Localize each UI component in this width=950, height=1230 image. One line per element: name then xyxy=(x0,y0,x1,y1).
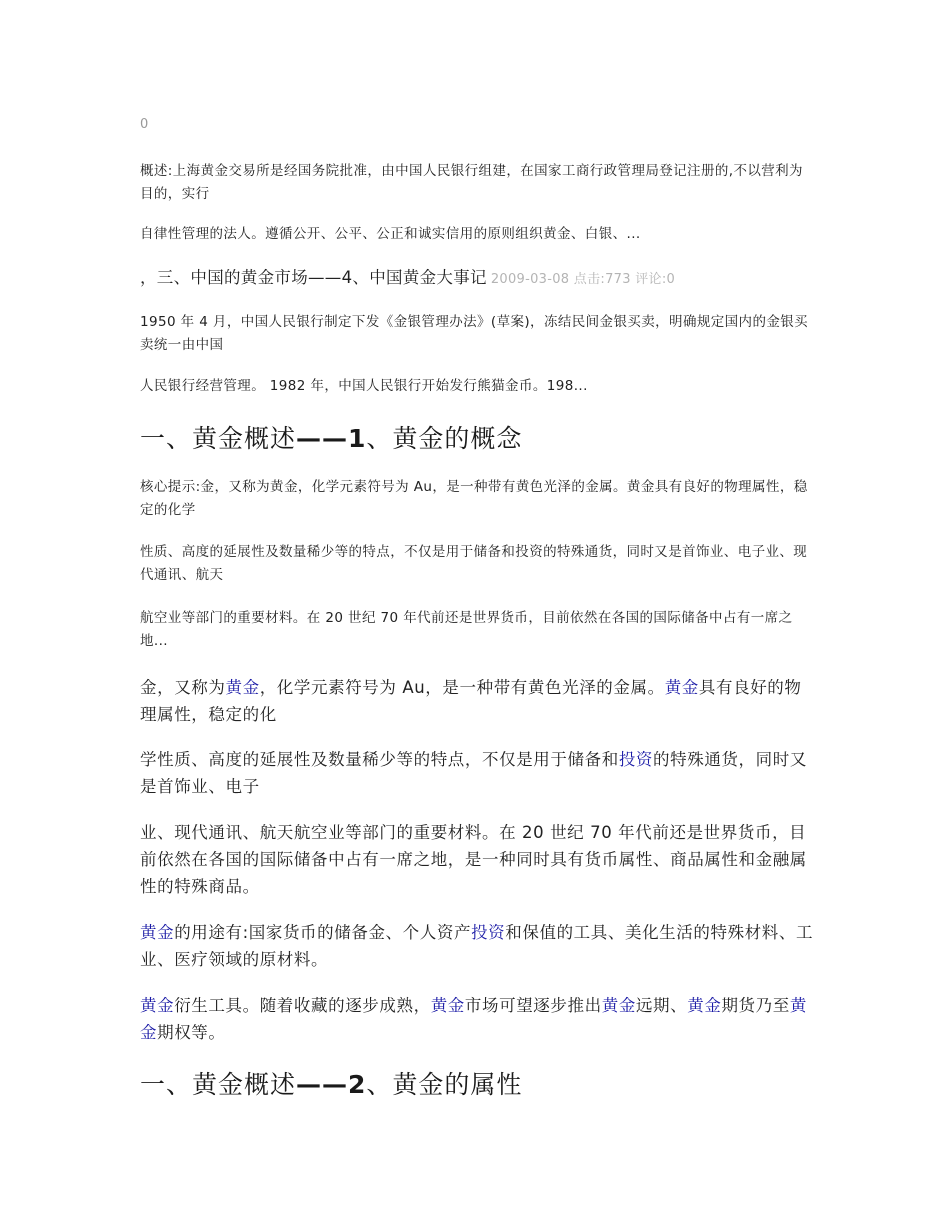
gold-link[interactable]: 黄金 xyxy=(140,996,175,1015)
section-heading: 一、黄金概述——2、黄金的属性 xyxy=(140,1070,523,1099)
section-heading: 一、黄金概述——1、黄金的概念 xyxy=(140,424,523,453)
body-paragraph: 金，又称为黄金，化学元素符号为 Au，是一种带有黄色光泽的金属。黄金具有良好的物理属性，稳定的化 xyxy=(140,678,802,724)
body-paragraph: 黄金的用途有:国家货币的储备金、个人资产投资和保值的工具、美化生活的特殊材料、工业、医疗领域的原材料。 xyxy=(140,923,814,969)
gold-link[interactable]: 黄金 xyxy=(601,996,636,1015)
article-entry-meta: 2009-03-08 点击:773 评论:0 xyxy=(490,272,676,287)
body-paragraph: 业、现代通讯、航天航空业等部门的重要材料。在 20 世纪 70 年代前还是世界货币，目前依然在各国的国际储备中占有一席之地，是一种同时具有货币属性、商品属性和金融属性的特殊商品。 xyxy=(140,823,807,896)
invest-link[interactable]: 投资 xyxy=(471,923,506,942)
summary-paragraph: 概述:上海黄金交易所是经国务院批准，由中国人民银行组建，在国家工商行政管理局登记注册的,不以营利为目的，实行 xyxy=(140,163,803,202)
summary-paragraph: 自律性管理的法人。遵循公开、公平、公正和诚实信用的原则组织黄金、白银、... xyxy=(140,226,641,242)
gold-link[interactable]: 黄金 xyxy=(140,923,175,942)
body-paragraph: 黄金衍生工具。随着收藏的逐步成熟，黄金市场可望逐步推出黄金远期、黄金期货乃至黄金期权等。 xyxy=(140,996,807,1042)
summary-paragraph: 1950 年 4 月，中国人民银行制定下发《金银管理办法》(草案)，冻结民间金银买卖，明确规定国内的金银买卖统一由中国 xyxy=(140,314,809,353)
page-number: 0 xyxy=(140,117,149,132)
gold-link[interactable]: 黄金 xyxy=(430,996,465,1015)
summary-paragraph: 人民银行经营管理。 1982 年，中国人民银行开始发行熊猫金币。198... xyxy=(140,378,588,394)
invest-link[interactable]: 投资 xyxy=(618,750,654,769)
article-entry xyxy=(140,266,815,292)
gold-link[interactable]: 黄金 xyxy=(225,678,260,697)
body-paragraph: 学性质、高度的延展性及数量稀少等的特点，不仅是用于储备和投资的特殊通货，同时又是首饰业、电子 xyxy=(140,750,807,796)
core-tip-paragraph: 性质、高度的延展性及数量稀少等的特点，不仅是用于储备和投资的特殊通货，同时又是首饰业、电子业、现代通讯、航天 xyxy=(140,544,808,583)
article-entry-title[interactable]: ，三、中国的黄金市场——4、中国黄金大事记 xyxy=(140,268,487,287)
gold-link[interactable]: 黄金 xyxy=(687,996,722,1015)
gold-link[interactable]: 黄金 xyxy=(140,996,807,1042)
core-tip-paragraph: 核心提示:金，又称为黄金，化学元素符号为 Au，是一种带有黄色光泽的金属。黄金具有良好的物理属性，稳定的化学 xyxy=(140,479,808,518)
gold-link[interactable]: 黄金 xyxy=(664,678,699,697)
core-tip-paragraph: 航空业等部门的重要材料。在 20 世纪 70 年代前还是世界货币，目前依然在各国的国际储备中占有一席之地... xyxy=(140,610,793,649)
